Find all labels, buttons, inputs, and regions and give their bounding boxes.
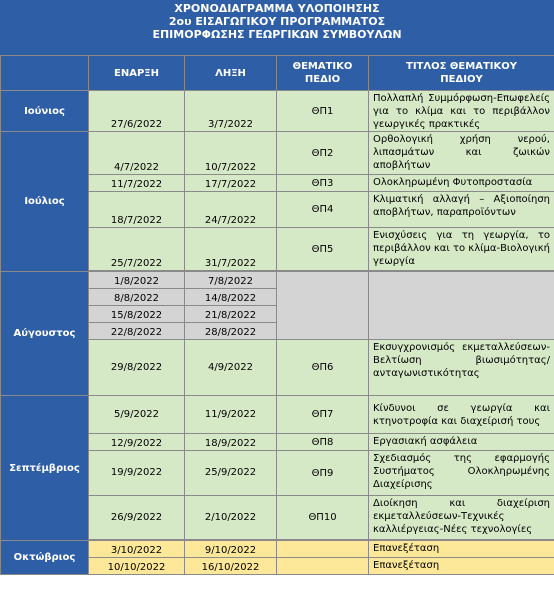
field-title: Ενισχύσεις για τη γεωργία, το περιβάλλον και το κλίμα-Βιολογική γεωργία [369,228,554,271]
field-code: ΘΠ3 [277,175,369,192]
header-end: ΛΗΞΗ [185,56,277,91]
start-date: 18/7/2022 [89,192,185,228]
schedule-table [0,55,554,575]
field-title: Εκσυγχρονισμός εκμεταλλεύσεων-Βελτίωση βιωσιμότητας/ ανταγωνιστικότητας [369,340,554,396]
field-code: ΘΠ8 [277,434,369,451]
end-date: 14/8/2022 [185,289,277,306]
header-start: ΕΝΑΡΞΗ [89,56,185,91]
month-july: Ιούλιος [1,132,89,272]
month-june: Ιούνιος [1,91,89,132]
start-date: 3/10/2022 [89,541,185,558]
header-field-line-1: ΘΕΜΑΤΙΚΟ [292,61,353,72]
header-row [1,56,554,91]
month-october: Οκτώβριος [1,541,89,575]
table-row [1,396,554,434]
title-line-2: 2ου ΕΙΣΑΓΩΓΙΚΟΥ ΠΡΟΓΡΑΜΜΑΤΟΣ [168,15,386,28]
field-title: Εργασιακή ασφάλεια [369,434,554,451]
header-topic-line-1: ΤΙΤΛΟΣ ΘΕΜΑΤΙΚΟΥ [406,61,517,72]
end-date: 25/9/2022 [185,451,277,496]
start-date: 8/8/2022 [89,289,185,306]
end-date: 11/9/2022 [185,396,277,434]
table-row [1,91,554,132]
field-title: Ολοκληρωμένη Φυτοπροστασία [369,175,554,192]
start-date: 15/8/2022 [89,306,185,323]
start-date: 11/7/2022 [89,175,185,192]
field-code [277,272,369,340]
end-date: 17/7/2022 [185,175,277,192]
field-title: Επανεξέταση [369,541,554,558]
field-title [369,272,554,340]
header-topic-line-2: ΠΕΔΙΟΥ [440,74,483,85]
end-date: 4/9/2022 [185,340,277,396]
start-date: 12/9/2022 [89,434,185,451]
end-date: 10/7/2022 [185,132,277,175]
end-date: 31/7/2022 [185,228,277,271]
header-blank [1,56,89,91]
field-code: ΘΠ10 [277,496,369,540]
end-date: 7/8/2022 [185,272,277,289]
end-date: 21/8/2022 [185,306,277,323]
field-title: Κλιματική αλλαγή – Αξιοποίηση αποβλήτων, παραπροϊόντων [369,192,554,228]
document-title [0,0,554,55]
start-date: 1/8/2022 [89,272,185,289]
field-title: Κίνδυνοι σε γεωργία και κτηνοτροφία και διαχείρισή τους [369,396,554,434]
field-title: Ορθολογική χρήση νερού, λιπασμάτων και ζωικών αποβλήτων [369,132,554,175]
end-date: 3/7/2022 [185,91,277,132]
month-august: Αύγουστος [1,272,89,396]
end-date: 28/8/2022 [185,323,277,340]
field-title: Πολλαπλή Συμμόρφωση-Επωφελείς για το κλίμα και το περιβάλλον γεωργικές πρακτικές [369,91,554,132]
field-code: ΘΠ9 [277,451,369,496]
field-code [277,558,369,575]
field-code: ΘΠ5 [277,228,369,271]
field-code: ΘΠ4 [277,192,369,228]
start-date: 27/6/2022 [89,91,185,132]
start-date: 4/7/2022 [89,132,185,175]
end-date: 9/10/2022 [185,541,277,558]
field-code [277,541,369,558]
header-field-line-2: ΠΕΔΙΟ [304,74,341,85]
header-field [277,56,369,91]
start-date: 26/9/2022 [89,496,185,540]
header-topic [369,56,554,91]
field-title: Διοίκηση και διαχείριση εκμεταλλεύσεων-Τεχνικές καλλιέργειας-Νέες τεχνολογίες [369,496,554,540]
start-date: 25/7/2022 [89,228,185,271]
table-row [1,272,554,289]
field-code: ΘΠ1 [277,91,369,132]
start-date: 19/9/2022 [89,451,185,496]
field-code: ΘΠ7 [277,396,369,434]
title-line-3: ΕΠΙΜΟΡΦΩΣΗΣ ΓΕΩΡΓΙΚΩΝ ΣΥΜΒΟΥΛΩΝ [152,28,402,41]
start-date: 22/8/2022 [89,323,185,340]
end-date: 24/7/2022 [185,192,277,228]
start-date: 10/10/2022 [89,558,185,575]
end-date: 18/9/2022 [185,434,277,451]
field-code: ΘΠ6 [277,340,369,396]
start-date: 29/8/2022 [89,340,185,396]
title-line-1: ΧΡΟΝΟΔΙΑΓΡΑΜΜΑ ΥΛΟΠΟΙΗΣΗΣ [174,2,380,15]
month-september: Σεπτέμβριος [1,396,89,541]
field-title: Επανεξέταση [369,558,554,575]
field-code: ΘΠ2 [277,132,369,175]
table-row [1,541,554,558]
end-date: 16/10/2022 [185,558,277,575]
table-row [1,132,554,175]
end-date: 2/10/2022 [185,496,277,540]
start-date: 5/9/2022 [89,396,185,434]
field-title: Σχεδιασμός της εφαρμογής Συστήματος Ολοκληρωμένης Διαχείρισης [369,451,554,496]
